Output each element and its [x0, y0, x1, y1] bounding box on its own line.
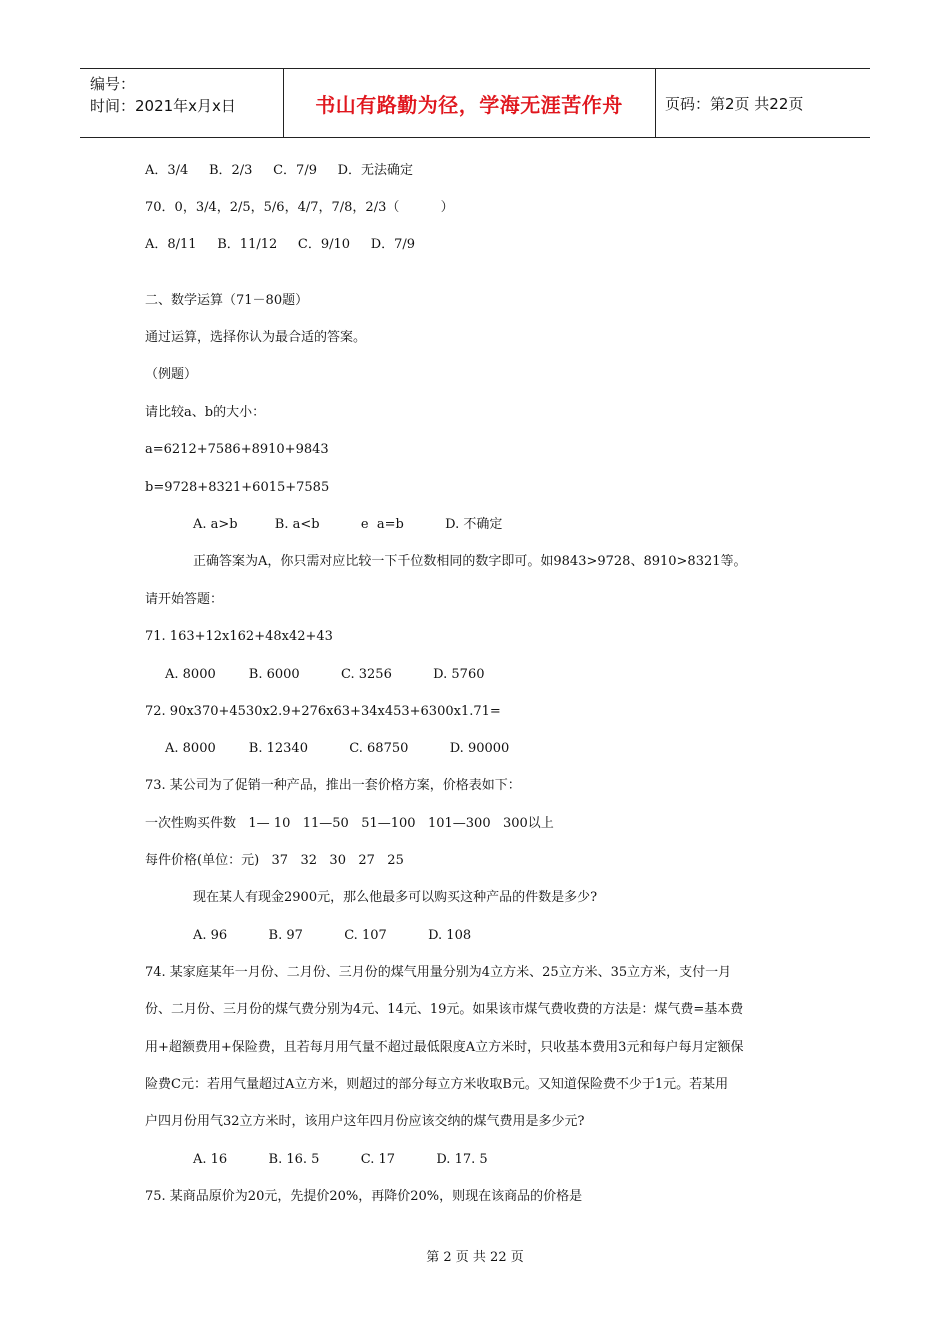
example-answer: 正确答案为A，你只需对应比较一下千位数相同的数字即可。如9843>9728、8910>8321等。 [193, 554, 747, 569]
q72-options: A. 8000 B. 12340 C. 68750 D. 90000 [165, 741, 510, 756]
q73-quantity-row: 一次性购买件数 1— 10 11—50 51—100 101—300 300以上 [145, 816, 554, 831]
q71-question: 71. 163+12x162+48x42+43 [145, 629, 333, 644]
example-b: b=9728+8321+6015+7585 [145, 480, 330, 495]
q74-options: A. 16 B. 16. 5 C. 17 D. 17. 5 [193, 1152, 488, 1167]
q69-options: A．3/4 B．2/3 C．7/9 D．无法确定 [145, 163, 414, 178]
q71-options: A. 8000 B. 6000 C. 3256 D. 5760 [165, 667, 485, 682]
example-options: A. a>b B. a<b e a=b D. 不确定 [193, 517, 503, 532]
header-meta [90, 73, 236, 117]
header-divider [655, 69, 656, 137]
start-prompt: 请开始答题： [145, 592, 224, 607]
header-motto: 书山有路勤为径，学海无涯苦作舟 [315, 92, 623, 117]
q73-ask: 现在某人有现金2900元，那么他最多可以购买这种产品的件数是多少? [193, 890, 598, 905]
page-footer: 第 2 页 共 22 页 [426, 1250, 524, 1265]
q74-line-1: 74. 某家庭某年一月份、二月份、三月份的煤气用量分别为4立方米、25立方米、35立方米，支付一月 [145, 965, 732, 980]
q74-line-4: 险费C元：若用气量超过A立方米，则超过的部分每立方米收取B元。又知道保险费不少于1元。若某用 [145, 1077, 729, 1092]
example-a: a=6212+7586+8910+9843 [145, 442, 329, 457]
q73-price-row: 每件价格(单位：元) 37 32 30 27 25 [145, 853, 404, 868]
time-label: 时间：2021年x月x日 [90, 97, 236, 115]
q73-options: A. 96 B. 97 C. 107 D. 108 [193, 928, 472, 943]
q74-line-2: 份、二月份、三月份的煤气费分别为4元、14元、19元。如果该市煤气费收费的方法是：煤气费=基本费 [145, 1002, 744, 1017]
section-heading: 二、数学运算（71－80题） [145, 293, 309, 308]
q70-options: A．8/11 B．11/12 C．9/10 D．7/9 [145, 237, 416, 252]
q74-line-3: 用+超额费用+保险费，且若每月用气量不超过最低限度A立方米时，只收基本费用3元和每户每月定额保 [145, 1040, 744, 1055]
example-label: （例题） [145, 367, 198, 382]
q70-question: 70．0，3/4，2/5，5/6，4/7，7/8，2/3（ ） [145, 200, 454, 215]
q72-question: 72. 90x370+4530x2.9+276x63+34x453+6300x1.71= [145, 704, 501, 719]
q74-line-5: 户四月份用气32立方米时，该用户这年四月份应该交纳的煤气费用是多少元? [145, 1114, 585, 1129]
q75-question: 75. 某商品原价为20元，先提价20%，再降价20%，则现在该商品的价格是 [145, 1189, 583, 1204]
header-page-info: 页码：第2页 共22页 [665, 94, 804, 113]
q73-question: 73. 某公司为了促销一种产品，推出一套价格方案，价格表如下： [145, 778, 521, 793]
page-header [80, 68, 870, 138]
section-instruction: 通过运算，选择你认为最合适的答案。 [145, 330, 367, 345]
number-label: 编号： [90, 75, 136, 93]
example-prompt: 请比较a、b的大小： [145, 405, 266, 420]
